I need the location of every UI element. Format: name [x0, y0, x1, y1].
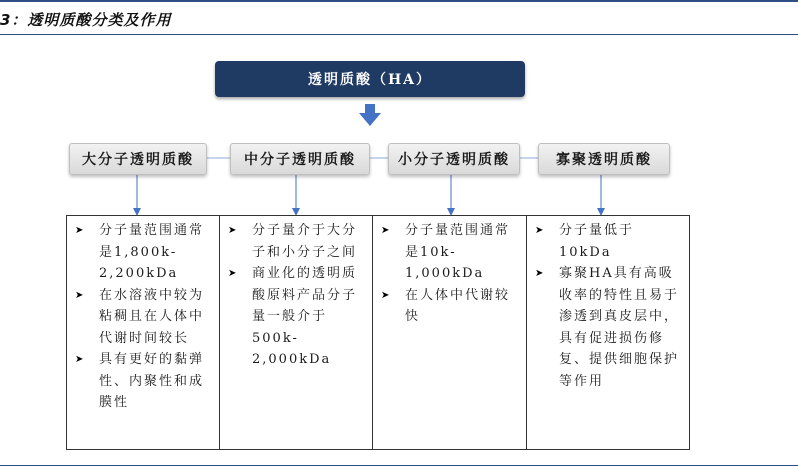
category-arrow-2: [292, 174, 300, 216]
column-low-molecular: [373, 216, 527, 449]
arrowhead-bullet-icon: ➤: [535, 225, 546, 236]
description-table: [66, 215, 690, 450]
list-item: ➤ 分子量介于大分子和小分子之间: [228, 220, 366, 263]
arrowhead-bullet-icon: ➤: [381, 225, 392, 236]
list-item: ➤ 具有更好的黏弹性、内聚性和成膜性: [75, 349, 213, 414]
column-high-molecular: [67, 216, 220, 449]
list-item: ➤ 在水溶液中较为粘稠且在人体中代谢时间较长: [75, 285, 213, 350]
root-node-hyaluronic-acid: 透明质酸（HA）: [215, 61, 525, 97]
arrowhead-bullet-icon: ➤: [381, 289, 392, 301]
category-low-molecular: 小分子透明质酸: [388, 143, 520, 175]
arrowhead-bullet-icon: ➤: [75, 289, 86, 301]
down-arrow-icon: [359, 104, 381, 126]
arrowhead-bullet-icon: ➤: [228, 268, 239, 279]
list-item: ➤ 在人体中代谢较快: [381, 285, 520, 328]
list-item: ➤ 分子量低于10kDa: [535, 220, 683, 263]
bottom-rule: [0, 465, 798, 466]
figure-caption: 3：透明质酸分类及作用: [0, 11, 172, 29]
category-oligomeric: 寡聚透明质酸: [538, 143, 670, 175]
category-arrow-1: [133, 174, 141, 216]
arrowhead-bullet-icon: ➤: [535, 268, 546, 279]
column-oligomeric: [527, 216, 689, 449]
arrowhead-bullet-icon: ➤: [228, 225, 239, 236]
category-medium-molecular: 中分子透明质酸: [230, 143, 370, 175]
list-item: ➤ 商业化的透明质酸原料产品分子量一般介于500k-2,000kDa: [228, 263, 366, 371]
list-item: ➤ 分子量范围通常是1,800k-2,200kDa: [75, 220, 213, 285]
arrowhead-bullet-icon: ➤: [75, 354, 86, 365]
category-arrow-4: [597, 174, 605, 216]
list-item: ➤ 寡聚HA具有高吸收率的特性且易于渗透到真皮层中，具有促进损伤修复、提供细胞保护等作用: [535, 263, 683, 392]
list-item: ➤ 分子量范围通常是10k-1,000kDa: [381, 220, 520, 285]
column-medium-molecular: [220, 216, 373, 449]
arrowhead-bullet-icon: ➤: [75, 225, 86, 236]
category-high-molecular: 大分子透明质酸: [69, 143, 207, 175]
category-arrow-3: [447, 174, 455, 216]
